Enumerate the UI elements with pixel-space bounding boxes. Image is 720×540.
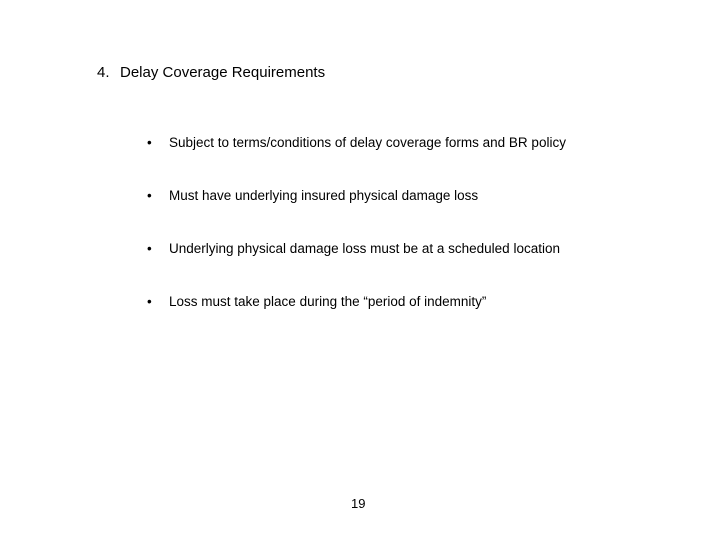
- bullet-icon: •: [147, 294, 152, 309]
- bullet-text: Underlying physical damage loss must be at a scheduled location: [169, 241, 560, 256]
- bullet-text: Subject to terms/conditions of delay coverage forms and BR policy: [169, 135, 566, 150]
- section-title: Delay Coverage Requirements: [120, 64, 326, 81]
- page-number: 19: [351, 496, 366, 511]
- bullet-text: Must have underlying insured physical damage loss: [169, 188, 479, 203]
- bullet-icon: •: [147, 241, 152, 256]
- bullet-icon: •: [147, 135, 152, 150]
- section-heading: [97, 64, 325, 81]
- section-number: 4.: [97, 64, 110, 81]
- bullet-icon: •: [147, 188, 152, 203]
- bullet-text: Loss must take place during the “period of indemnity”: [169, 294, 487, 309]
